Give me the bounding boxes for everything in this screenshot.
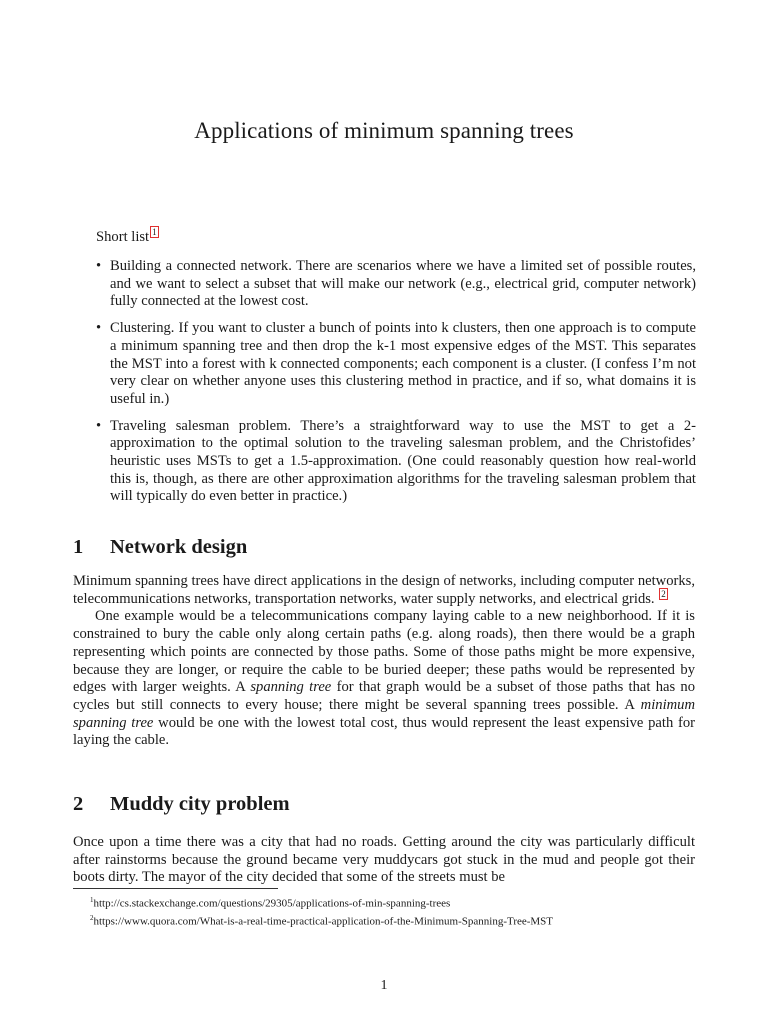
paragraph-text: One example would be a telecommunications company laying cable to a new neighborhood. If it is constrained to bury the cable only along certain paths (e.g. along roads), then there would be a graph representing which points are connected by those paths. Some of those paths might be more expensive, because they are longer, or require the cable to be buried deeper; these paths would be represented by edges with larger weights. A [73, 608, 695, 696]
footnote-number: 2 [90, 913, 94, 922]
section-number: 1 [73, 536, 84, 558]
list-item [96, 418, 696, 507]
list-item [96, 258, 696, 311]
list-item-text: Traveling salesman problem. There’s a straightforward way to use the MST to get a 2-approximation to the optimal solution to the traveling salesman problem, and the Christofides’ heuristic uses MSTs to get a 1.5-approximation. (One could reasonably question how real-world this is, though, as there are other approximation algorithms for the traveling salesman problem that will typically do even better in practice.) [110, 417, 696, 505]
section-body-muddy-city [73, 834, 695, 887]
list-item-text: Clustering. If you want to cluster a bunch of points into k clusters, then one approach is to compute a minimum spanning tree and then drop the k-1 most expensive edges of the MST. This separates the MST into a forest with k connected components; each component is a cluster. (I confess I’m not very clear on whether anyone uses this clustering method in practice, and if so, what domains it is useful in.) [110, 320, 696, 407]
paragraph-text: for that graph would be a subset of those paths that has no cycles but still connects to every house; there might be several spanning trees possible. A [73, 679, 696, 713]
footnote-link[interactable]: http://cs.stackexchange.com/questions/29305/applications-of-min-spanning-trees [93, 897, 451, 910]
section-number: 2 [73, 793, 84, 815]
intro-label: Short list [96, 229, 150, 245]
page-title: Applications of minimum spanning trees [194, 118, 574, 143]
section-heading-muddy-city [73, 793, 290, 816]
footnote-link[interactable]: https://www.quora.com/What-is-a-real-time-practical-application-of-the-Minimum-Spanning-Tree-MST [93, 915, 554, 928]
footnote-number: 1 [90, 896, 94, 904]
emphasis-text: spanning tree [250, 679, 332, 696]
paragraph-text: would be one with the lowest total cost, thus would represent the least expensive path for laying the cable. [73, 714, 696, 749]
footnote [90, 911, 710, 929]
paragraph [73, 573, 695, 607]
bullet-marker: • [96, 258, 102, 274]
paragraph-text: Once upon a time there was a city that had no roads. Getting around the city was particularly difficult after rainstorms because the ground became very muddycars got stuck in the mud and people got their boots dirty. The mayor of the city decided that some of the streets must be [73, 834, 695, 886]
footnote-ref-2[interactable]: 2 [661, 588, 666, 599]
section-title: Network design [110, 536, 248, 558]
footnote-ref-1[interactable]: 1 [152, 227, 157, 238]
footnote [90, 893, 710, 911]
section-body-network-design [73, 573, 695, 750]
section-heading-network-design [73, 536, 247, 559]
footnotes [90, 893, 710, 928]
emphasis-text: minimum spanning tree [73, 696, 695, 731]
section-title: Muddy city problem [110, 793, 290, 815]
paragraph [73, 608, 695, 750]
list-item [96, 320, 696, 409]
intro-line [96, 229, 696, 247]
bullet-marker: • [96, 417, 102, 434]
page-number: 1 [380, 978, 388, 993]
paragraph-text: Minimum spanning trees have direct applications in the design of networks, including computer networks, telecommunications networks, transportation networks, water supply networks, and electrical grids. [73, 573, 695, 607]
bullet-list [96, 258, 696, 515]
bullet-marker: • [96, 320, 102, 337]
list-item-text: Building a connected network. There are scenarios where we have a limited set of possible routes, and we want to select a subset that will make our network (e.g., electrical grid, computer network) fully connected at the lowest cost. [110, 258, 696, 310]
footnote-divider [73, 888, 278, 889]
